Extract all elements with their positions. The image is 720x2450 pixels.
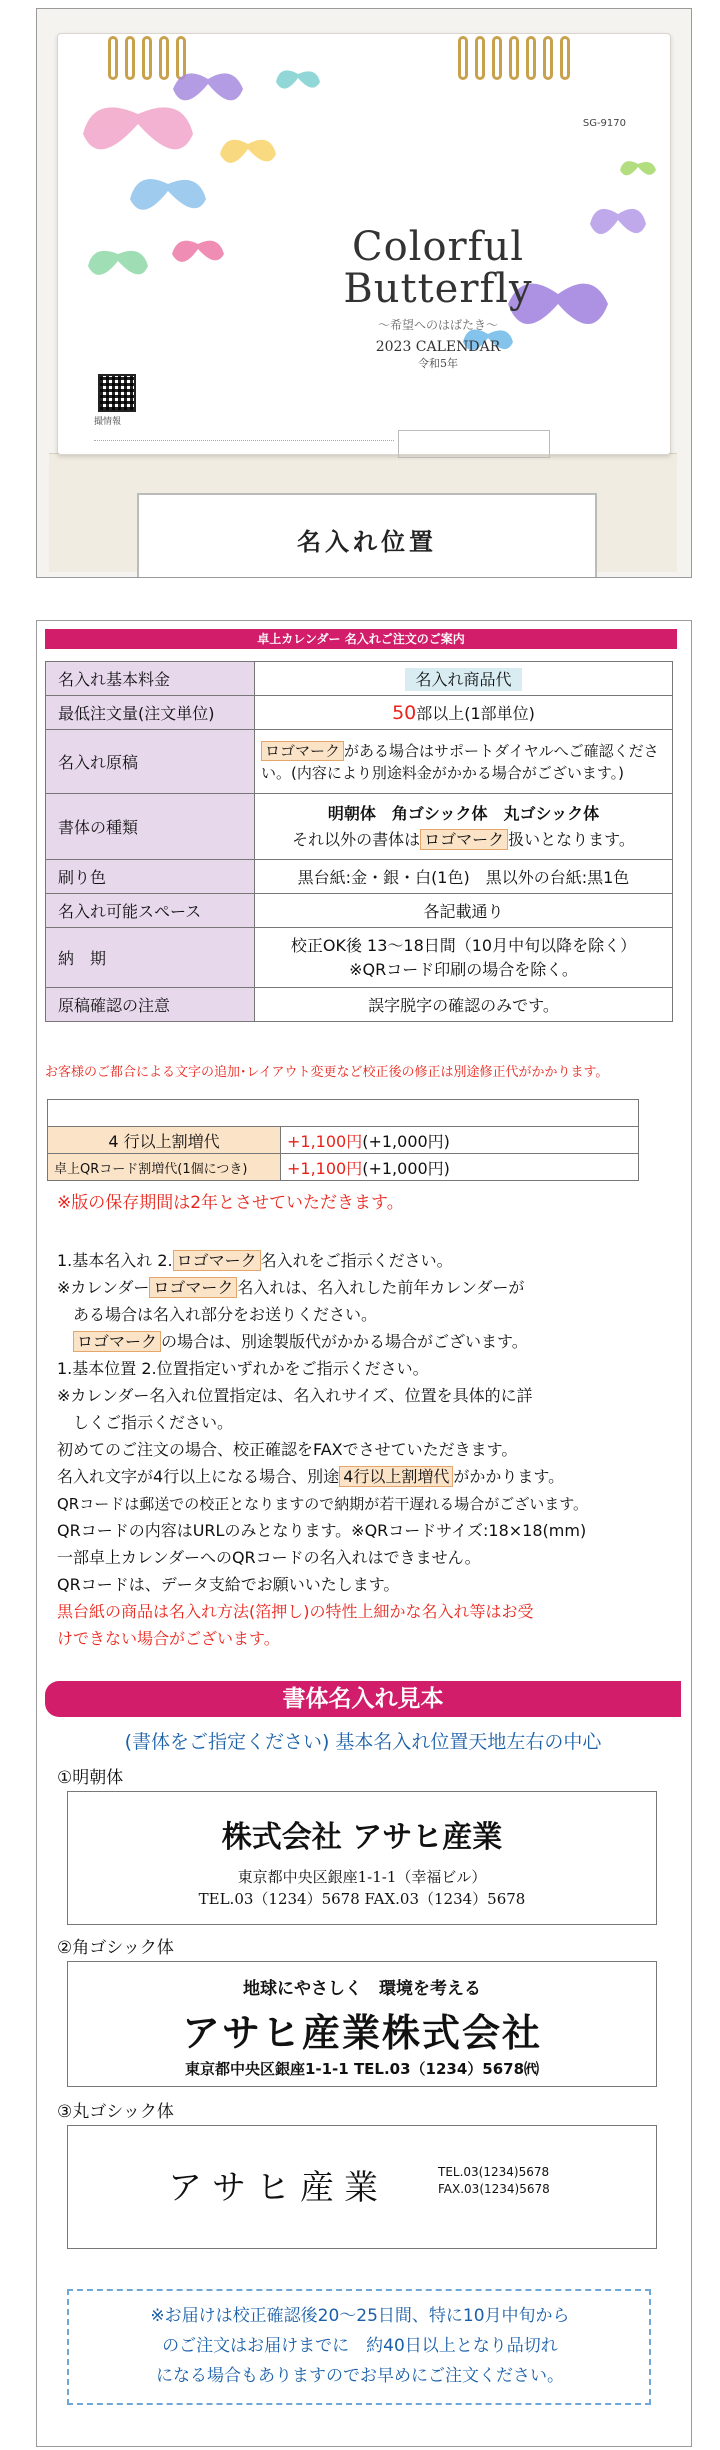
sample-contact: [438, 2164, 550, 2198]
row-value: 誤字脱字の確認のみです。: [255, 988, 673, 1022]
fine-print-box: [398, 430, 550, 458]
font-note-pre: それ以外の書体は: [292, 829, 421, 849]
sample-fax: FAX.03(1234)5678: [438, 2182, 550, 2196]
order-header: 卓上カレンダー 名入れご注文のご案内: [45, 629, 677, 649]
instruction-line-warning: けできない場合がございます。: [57, 1629, 280, 1648]
sample-company: アサヒ産業: [168, 2168, 388, 2208]
table-row: [46, 662, 673, 696]
calendar-era: 令和5年: [418, 357, 458, 370]
row-value: 名入れ商品代: [405, 668, 521, 691]
sample-tel: TEL.03(1234)5678: [438, 2165, 550, 2179]
instruction-line: しくご指示ください。: [57, 1413, 234, 1432]
logo-mark-highlight: ロゴマーク: [420, 829, 508, 850]
instruction-line: 1.基本位置 2.位置指定いずれかをご指示ください。: [57, 1359, 429, 1378]
row-label: 名入れ可能スペース: [46, 894, 255, 928]
sample-company: アサヒ産業株式会社: [181, 2011, 542, 2055]
notice-line: のご注文はお届けまでに 約40日以上となり品切れ: [162, 2336, 558, 2356]
row-value: 黒台紙:金・銀・白(1色) 黒以外の台紙:黒1色: [255, 860, 673, 894]
table-row: [46, 988, 673, 1022]
sample-label-kaku-gothic: ②角ゴシック体: [57, 1938, 174, 1958]
fee-tax: (+1,000円): [362, 1158, 450, 1178]
min-quantity: 50: [392, 702, 417, 724]
sample-box-mincho: [67, 1791, 657, 1925]
fee-label: 卓上QRコード割増代(1個につき): [48, 1154, 281, 1181]
table-row: [48, 1127, 639, 1154]
table-row: [46, 860, 673, 894]
instruction-line: 1.基本名入れ 2. ロゴマーク 名入れをご指示ください。: [57, 1251, 453, 1270]
calendar-board: [57, 33, 671, 455]
instruction-line: 初めてのご注文の場合、校正確認をFAXでさせていただきます。: [57, 1440, 518, 1459]
fine-print-line: [94, 440, 394, 446]
instruction-line: QRコードの内容はURLのみとなります。※QRコードサイズ:18×18(mm): [57, 1521, 587, 1540]
order-info-panel: [36, 620, 692, 2447]
font-samples-header: 書体名入れ見本: [45, 1681, 681, 1717]
fee-table: [47, 1099, 639, 1181]
delivery-days: 校正OK後 13～18日間（10月中旬以降を除く）: [290, 935, 637, 955]
row-label: 名入れ原稿: [46, 730, 255, 794]
table-row: [46, 696, 673, 730]
instruction-line: 一部卓上カレンダーへのQRコードの名入れはできません。: [57, 1548, 481, 1567]
sample-address: 東京都中央区銀座1-1-1 TEL.03（1234）5678㈹: [184, 2060, 540, 2078]
calendar-subtitle: ～希望へのはばたき～: [377, 318, 498, 332]
calendar-year: 2023 CALENDAR: [375, 339, 501, 355]
instruction-line: QRコードは、データ支給でお願いいたします。: [57, 1575, 400, 1594]
name-imprint-area: 名入れ位置: [137, 493, 597, 578]
instruction-line: ※カレンダー名入れ位置指定は、名入れサイズ、位置を具体的に詳: [57, 1386, 533, 1405]
qr-code-icon: [98, 374, 136, 412]
font-samples-subheader: (書体をご指定ください) 基本名入れ位置天地左右の中心: [124, 1731, 602, 1753]
row-label: 書体の種類: [46, 794, 255, 860]
instruction-line: QRコードは郵送での校正となりますので納期が若干遅れる場合がございます。: [57, 1495, 589, 1513]
row-label: 納 期: [46, 928, 255, 988]
table-row: [48, 1100, 639, 1127]
sample-box-maru-gothic: [67, 2125, 657, 2249]
instruction-line: ロゴマーク の場合は、別途製版代がかかる場合がございます。: [57, 1330, 528, 1354]
table-row: [46, 794, 673, 860]
delivery-notice: [67, 2289, 651, 2405]
sample-phone: TEL.03（1234）5678 FAX.03（1234）5678: [198, 1890, 526, 1908]
title-line2: Butterfly: [343, 266, 533, 312]
row-label: 原稿確認の注意: [46, 988, 255, 1022]
instruction-line: ある場合は名入れ部分をお送りください。: [57, 1305, 378, 1324]
table-row: [46, 928, 673, 988]
row-label: 名入れ基本料金: [46, 662, 255, 696]
fee-tax: (+1,000円): [362, 1131, 450, 1151]
product-photo: [36, 8, 692, 578]
sample-address: 東京都中央区銀座1-1-1（幸福ビル）: [237, 1868, 487, 1886]
table-row: [46, 730, 673, 794]
qr-label: 撮情報: [94, 417, 122, 427]
row-label: 刷り色: [46, 860, 255, 894]
table-row: [46, 894, 673, 928]
row-label: 最低注文量(注文単位): [46, 696, 255, 730]
notice-line: になる場合もありますのでお早めにご注文ください。: [156, 2366, 564, 2386]
plate-retention-note: ※版の保存期間は2年とさせていただきます。: [57, 1193, 404, 1213]
fee-label: 4 行以上割増代: [48, 1127, 281, 1154]
logo-mark-highlight: ロゴマーク: [261, 741, 344, 761]
row-value: 各記載通り: [255, 894, 673, 928]
font-list: 明朝体 角ゴシック体 丸ゴシック体: [327, 803, 600, 823]
product-code: SG-9170: [582, 118, 626, 129]
font-note-post: 扱いとなります。: [508, 829, 635, 849]
revision-fee-note: お客様のご都合による文字の追加･レイアウト変更など校正後の修正は別途修正代がかかります。: [45, 1065, 609, 1080]
notice-line: ※お届けは校正確認後20～25日間、特に10月中旬から: [150, 2306, 570, 2326]
sample-label-mincho: ①明朝体: [57, 1768, 124, 1788]
delivery-note: ※QRコード印刷の場合を除く。: [349, 959, 578, 979]
sample-company: 株式会社 アサヒ産業: [221, 1820, 503, 1855]
sample-label-maru-gothic: ③丸ゴシック体: [57, 2102, 174, 2122]
row-value: がある場合はサポートダイヤルへご確認ください。(内容により別途料金がかかる場合がございます。): [261, 741, 659, 782]
fee-price: +1,100円: [287, 1158, 363, 1178]
title-line1: Colorful: [351, 224, 525, 270]
sample-slogan: 地球にやさしく 環境を考える: [243, 1979, 481, 1999]
calendar-title: [288, 224, 588, 371]
instruction-line: ※カレンダー ロゴマーク 名入れは、名入れした前年カレンダーが: [57, 1278, 525, 1297]
order-table: [45, 661, 673, 1022]
instruction-line-warning: 黒台紙の商品は名入れ方法(箔押し)の特性上細かな名入れ等はお受: [57, 1602, 534, 1621]
row-value: 部以上(1部単位): [416, 704, 535, 723]
fee-price: +1,100円: [287, 1131, 363, 1151]
instruction-line: 名入れ文字が4行以上になる場合、別途 4行以上割増代 がかかります。: [57, 1467, 565, 1486]
sample-box-kaku-gothic: [67, 1961, 657, 2087]
table-row: [48, 1154, 639, 1181]
